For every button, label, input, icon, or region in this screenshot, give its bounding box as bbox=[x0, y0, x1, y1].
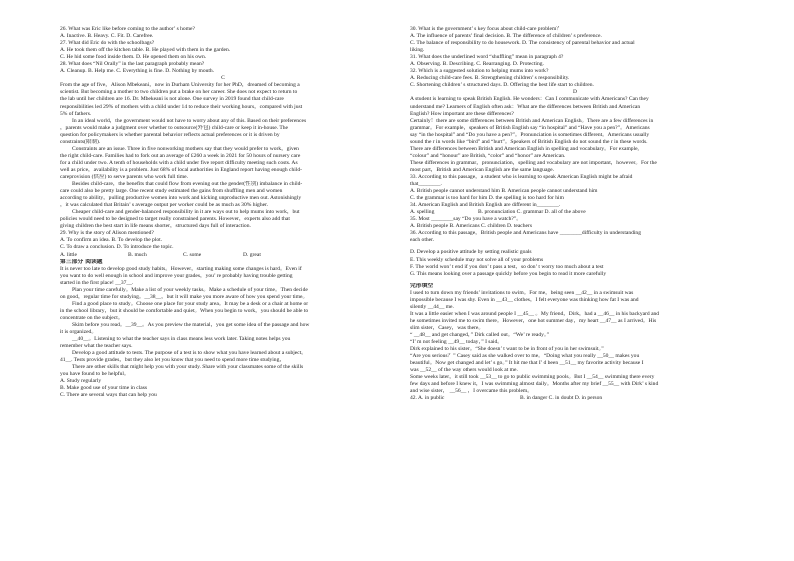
left-column bbox=[60, 26, 386, 399]
text-line: the lab until her children are 16. Dr. Mbekeani is not alone. One survey in 2019 found that child-care bbox=[60, 96, 284, 103]
text-line: __40__。Listening to what the teacher says in class means less work later. Taking notes helps you bbox=[72, 336, 291, 343]
text-line: Besides child-care，the benefits that could flow from evening out the gender(性别) imbalance in child- bbox=[72, 181, 303, 188]
text-line: Cheaper child-care and gender-balanced responsibility in it are ways out to help mums into work，but bbox=[72, 209, 300, 216]
text-line: you want to do well enough in school and improve your grades，you’ re probably having trouble getting bbox=[60, 272, 293, 279]
text-line: “I’ m not feeling __49__ today，” I said。 bbox=[410, 339, 503, 346]
text-line: Some weeks later，it still took __53__ to go to public swimming pools。But I __54__ swimming there every bbox=[410, 374, 655, 381]
text-line: 30. What is the government’ s key focus about child-care problem？ bbox=[410, 26, 562, 32]
text-line: the right child-care. Families had to fork out an average of £260 a week in 2021 for 50 hours of nursery care bbox=[60, 152, 301, 159]
text-line: say “in the hospital” and “Do you have a pen?”。Pronunciation is sometimes different。Americans usually bbox=[410, 131, 650, 138]
text-line: 28. What does “Nil Orally” in the last paragraph probably mean? bbox=[60, 61, 205, 68]
text-line: C. To draw a conclusion. D. To introduce the topic. bbox=[60, 244, 174, 251]
text-line: In an ideal world，the government would not have to worry about any of this. Based on their preferences bbox=[72, 117, 307, 124]
text-line: D. Develop a positive attitude by setting realistic goals bbox=[410, 249, 532, 256]
text-line: A. Study regularly bbox=[60, 378, 102, 385]
text-line: A. The influence of parents’ final decision. B. The difference of children’ s preference. bbox=[410, 33, 602, 40]
text-line: 35. Most ________say “Do you have a watch?”。 bbox=[410, 216, 522, 223]
text-line: Constraints are an issue. Three in five nonworking mothers say that they would prefer to work，given bbox=[72, 145, 299, 152]
text-line: liking. bbox=[410, 47, 425, 54]
text-line: ，it was calculated that Britain’ s average output per worker could be as much as 30% higher. bbox=[60, 202, 268, 209]
text-line: you have found to be helpful。 bbox=[60, 371, 130, 378]
option-row bbox=[410, 209, 740, 216]
passage-letter: D bbox=[572, 89, 577, 96]
text-line: 31. What does the underlined word “shuffling” mean in paragraph 4? bbox=[410, 54, 564, 61]
text-line: A. Inactive. B. Heavy. C. Fit. D. Carefree. bbox=[60, 33, 154, 40]
text-line: It was a little easier when I was around people I __45__ 。My friend，Dirk，had a __46__ in his backyard and bbox=[410, 310, 660, 317]
text-line: From the age of five，Alison Mbekeani，now in Durham University for her PhD，dreamed of becoming a bbox=[60, 82, 300, 89]
text-line: Dirk explained to his sister。“She doesn’ t want to be in front of you in her swimsuit。” bbox=[410, 346, 604, 353]
text-line: Find a good place to study。Choose one place for your study area。It may be a desk or a chair at home or bbox=[72, 300, 309, 307]
text-line: 27. What did Eric do with the schoolbags? bbox=[60, 40, 155, 47]
text-line: giving children the best start in life means shorter，structured days full of interaction. bbox=[60, 223, 251, 230]
option-text: B. in danger C. in doubt D. in person bbox=[520, 395, 603, 402]
text-line: on good，regular time for studying。__38__，but it will make you more aware of how you spend your time。 bbox=[60, 293, 309, 300]
text-line: A. Observing. B. Describing. C. Rearranging. D. Protecting. bbox=[410, 61, 544, 68]
text-line: A. To confirm an idea. B. To develop the plot. bbox=[60, 237, 163, 244]
text-line: in the school library，but it should be comfortable and quiet。When you begin to work，you should be able to bbox=[60, 307, 309, 314]
text-line: These differences in grammar，pronunciation，spelling and vocabulary are not important，however。For the bbox=[410, 159, 657, 166]
text-line: C. There are several ways that can help you bbox=[60, 392, 157, 399]
text-line: 5% of fathers. bbox=[60, 110, 92, 117]
text-line: grammar。For example，speakers of British English say “in hospital” and “Have you a pen?”。Americans bbox=[410, 124, 650, 131]
option-text: D. great bbox=[243, 251, 261, 258]
text-line: “colour” and “honour” are British, “color” and “honor” are American. bbox=[410, 152, 566, 159]
text-line: Develop a good attitude to tests. The purpose of a test is to show what you have learned about a subject。 bbox=[72, 350, 307, 357]
text-line: responsibilities led 29% of mothers with a child under 14 to reduce their working hours，compared with just bbox=[60, 103, 303, 110]
text-line: E. This weekly schedule may not solve all of your problems bbox=[410, 256, 544, 263]
text-line: for a child under two. A tenth of households with a child under five report difficulty meeting such costs. As bbox=[60, 159, 298, 166]
text-line: few days and before I knew it，I was swimming almost daily。Months after my brief __55__ with Dirk’ s kind bbox=[410, 381, 659, 388]
text-line: beautiful。Now get changed and let’ s go。” It hit me that I’ d been __51__ my favorite activity because I bbox=[410, 360, 644, 367]
text-line: policies would need to be designed to target really constrained parents. However，experts also add that bbox=[60, 216, 290, 223]
text-line: C. Shortening children’ s structured days. D. Offering the best life start to children. bbox=[410, 82, 594, 89]
text-line: that________. bbox=[410, 181, 442, 188]
text-line: There are differences between British and American English in spelling and vocabulary。For example, bbox=[410, 145, 639, 152]
text-line: C. the grammar is too hard for him D. the spelling is too hard for him bbox=[410, 195, 564, 202]
text-line: well as price，availability is a problem. Just 68% of local authorities in England report having enough child- bbox=[60, 166, 302, 173]
option-text: B. pronunciation C. grammar D. all of the above bbox=[478, 209, 586, 216]
text-line: “ __48__ and get changed，” Dirk called out。“We’ re ready。” bbox=[410, 331, 550, 338]
text-line: A. Reducing child-care fees. B. Strengthening children’ s responsibility. bbox=[410, 75, 570, 82]
text-line: 34. American English and British English are different in________. bbox=[410, 202, 561, 209]
text-line: each other. bbox=[410, 237, 435, 244]
text-line: concentrate on the subject。 bbox=[60, 314, 124, 321]
text-line: 29. Why is the story of Alison mentioned? bbox=[60, 230, 154, 237]
section-heading: 第三部分 阅读题 bbox=[60, 258, 103, 265]
text-line: and wise sister， __56__ ，I overcame this problem。 bbox=[410, 388, 533, 395]
text-line: A. He took them off the kitchen table. B. He played with them in the garden. bbox=[60, 47, 231, 54]
text-line: he sometimes invited me to swim there。However，one hot summer day，my heart __47__ as I arrived。His bbox=[410, 317, 657, 324]
text-line: 41__. Tests provide grades，but they also let you know that you need to spend more time studying， bbox=[60, 357, 285, 364]
text-line: according to ability，pulling productive women into work and kicking unproductive men out. Astonishingly bbox=[60, 195, 302, 202]
text-line: 26. What was Eric like before coming to the author’ s home? bbox=[60, 26, 195, 32]
text-line: question for policymakers is whether parental behavior reflects actual preferences or it is driven by bbox=[60, 131, 280, 138]
text-line: impossible because I was shy. Even in __43__ clothes，I felt everyone was thinking how fat I was and bbox=[410, 296, 639, 303]
text-line: Plan your time carefully。Make a list of your weekly tasks。Make a schedule of your time。Then decide bbox=[72, 286, 308, 293]
option-text: A. little bbox=[60, 251, 77, 258]
text-line: 36. According to this passage，British people and Americans have ________difficulty in understanding bbox=[410, 230, 641, 237]
text-line: 32. Which is a suggested solution to helping mums into work? bbox=[410, 68, 549, 75]
text-line: A. Cleanup. B. Help me. C. Everything is fine. D. Nothing by mouth. bbox=[60, 68, 215, 75]
text-line: Skim before you read。__39__。As you preview the material，you get some idea of the passage and how bbox=[72, 321, 310, 328]
text-line: A student is learning to speak British English. He wonders：Can I communicate with Americans? Can they bbox=[410, 96, 649, 103]
text-line: scientist. But becoming a mother to two children put a brake on her career. She does not expect to return to bbox=[60, 89, 298, 96]
text-line: A. British people B. Americans C. children D. teachers bbox=[410, 223, 533, 230]
text-line: B. Make good use of your time in class bbox=[60, 385, 148, 392]
option-text: A. spelling bbox=[410, 209, 435, 216]
passage-letter: C bbox=[221, 75, 225, 82]
text-line: C. He hid some food inside them. D. He opened them on his own. bbox=[60, 54, 207, 61]
option-text: 42. A. in public bbox=[410, 395, 445, 402]
text-line: remember what the teacher says. bbox=[60, 343, 133, 350]
text-line: it is organized。 bbox=[60, 329, 97, 336]
text-line: I used to turn down my friends’ invitations to swim。For me，being seen __42__ in a swimsuit was bbox=[410, 289, 634, 296]
option-row bbox=[60, 252, 386, 259]
text-line: It is never too late to develop good study habits。However，starting making some changes is hard。Even if bbox=[60, 265, 302, 272]
text-line: most part，British and American English are the same language. bbox=[410, 166, 555, 173]
text-line: A. British people cannot understand him B. American people cannot understand him bbox=[410, 188, 598, 195]
text-line: 33. According to this passage，a student who is learning to speak American English might be afraid bbox=[410, 173, 633, 180]
text-line: silently __44__ me. bbox=[410, 303, 454, 310]
option-text: C. some bbox=[183, 251, 202, 258]
text-line: G. This means looking over a passage quickly before you begin to read it more carefully bbox=[410, 270, 607, 277]
text-line: sound the r in words like “bird” and “hurt”。Speakers of British English do not sound the r in these words. bbox=[410, 138, 648, 145]
text-line: Certainly！there are some differences between British and American English。There are a few differences in bbox=[410, 117, 654, 124]
text-line: understand me? Learners of English often ask：What are the differences between British and American bbox=[410, 103, 641, 110]
text-line: ，parents would make a judgment over whether to outsource(外包) child-care or keep it in-house. The bbox=[60, 124, 289, 131]
text-line: F. The world won’ t end if you don’ t pass a test，so don’ t worry too much about a test bbox=[410, 263, 604, 270]
text-line: constraints(限制). bbox=[60, 138, 101, 145]
text-line: started in the first place! __37__. bbox=[60, 279, 134, 286]
text-line: slim sister，Casey，was there。 bbox=[410, 324, 484, 331]
text-line: careprovision (供应) to serve parents who work full time. bbox=[60, 173, 189, 180]
right-column bbox=[410, 26, 740, 402]
option-row bbox=[410, 395, 740, 402]
text-line: was __52__ of the way others would look at me. bbox=[410, 367, 518, 374]
text-line: There are other skills that might help you with your study. Share with your classmates some of the skills bbox=[72, 364, 304, 371]
text-line: C. The balance of responsibility to do housework. D. The consistency of parental behavior and actual bbox=[410, 40, 635, 47]
section-heading: 完形填空 bbox=[410, 282, 434, 289]
option-text: B. much bbox=[128, 251, 147, 258]
text-line: care could also be pretty large. One recent study estimated the gains from shuffling men and women bbox=[60, 188, 283, 195]
text-line: English? How important are these differences? bbox=[410, 110, 514, 117]
text-line: “Are you serious？” Casey said as she walked over to me。“Doing what you really __50__ makes you bbox=[410, 353, 640, 360]
